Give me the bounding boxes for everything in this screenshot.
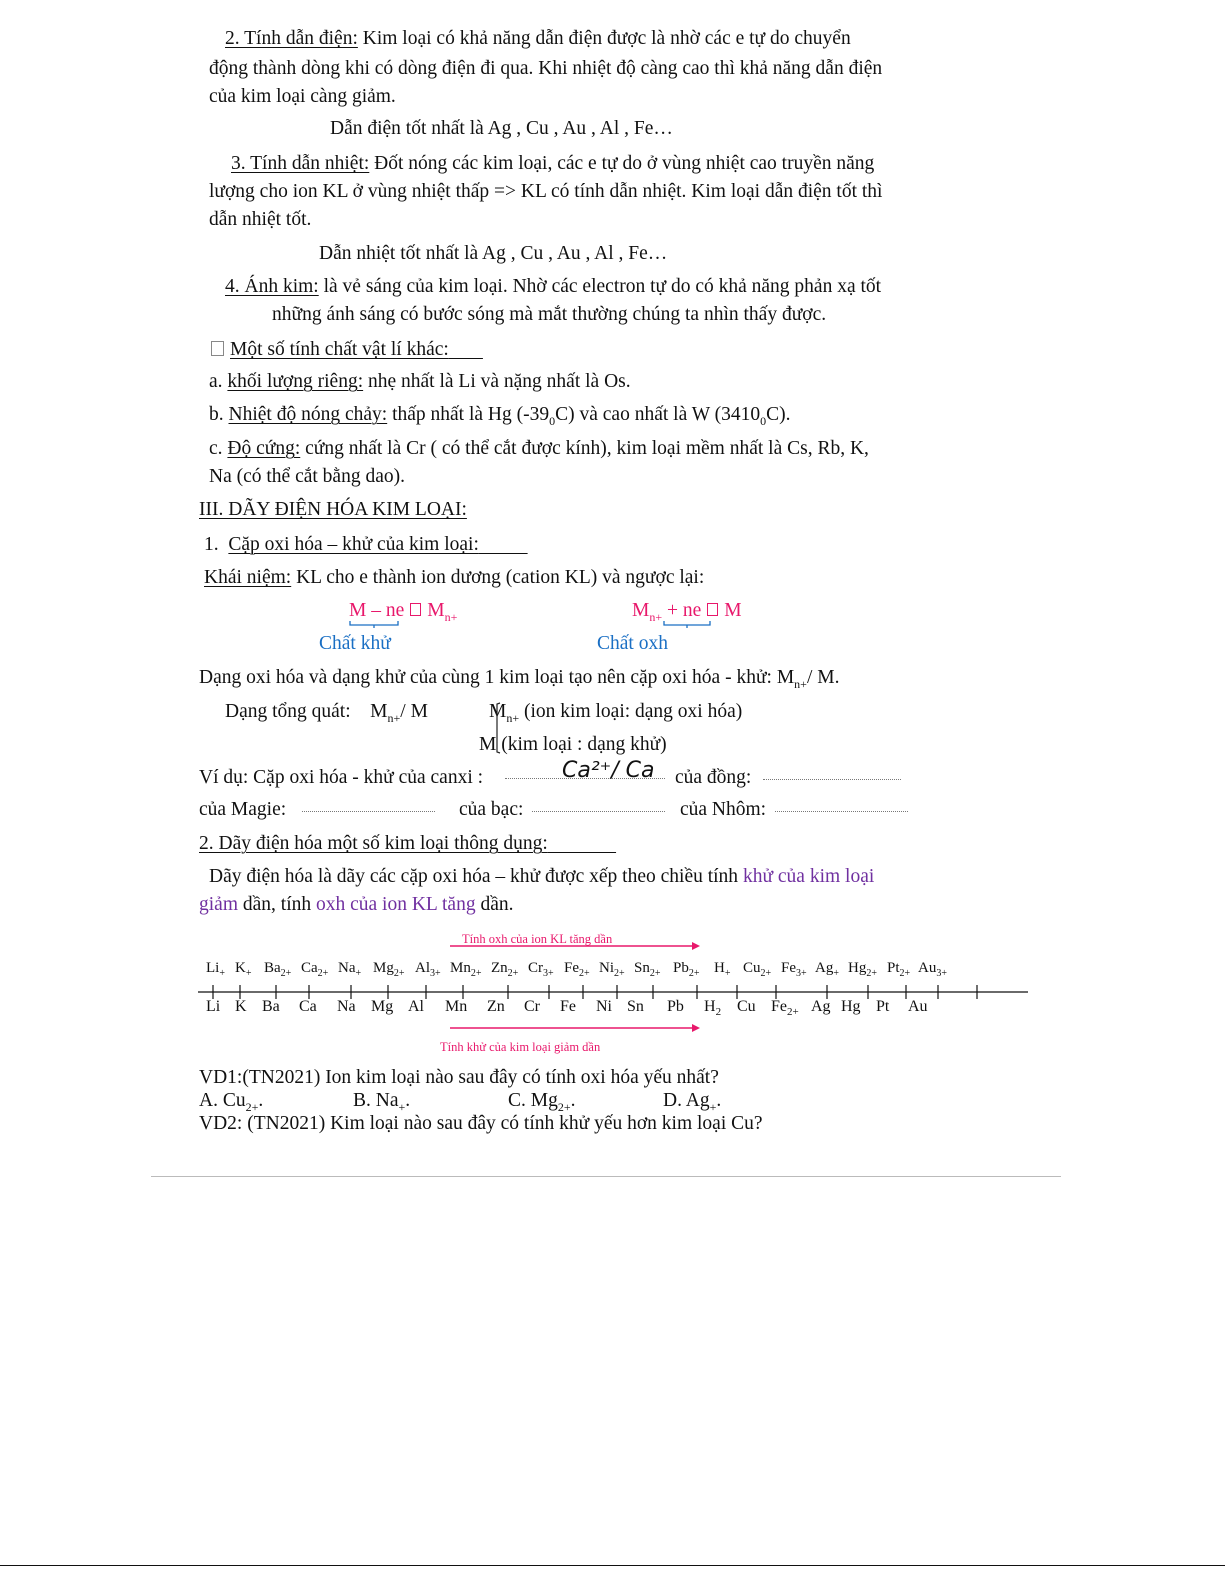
oxidation-equation: M – ne $M_{n+}$: [349, 600, 458, 624]
question-1: VD1:(TN2021) Ion kim loại nào sau đây có tính oxi hóa yếu nhất?: [199, 1067, 719, 1088]
metal-pt: Pt: [876, 998, 890, 1015]
bottom-arrow-icon: [450, 1022, 702, 1034]
metal-k: K: [235, 998, 247, 1015]
question-2: VD2: (TN2021) Kim loại nào sau đây có tính khử yếu hơn kim loại Cu?: [199, 1113, 763, 1134]
ion-pt: $Pt_{2+}$: [887, 960, 911, 979]
conductivity-paragraph-line1: 2. Tính dẫn điện: Kim loại có khả năng dẫn điện được là nhờ các e tự do chuyển: [225, 28, 851, 49]
metal-ag: Ag: [811, 998, 831, 1015]
metal-fe: Fe: [560, 998, 576, 1015]
general-form-brace: [495, 702, 503, 754]
top-arrow-icon: [450, 940, 702, 952]
ion-al: $Al_{3+}$: [415, 960, 441, 979]
metal-zn: Zn: [487, 998, 505, 1015]
series-title: 2. Dãy điện hóa một số kim loại thông dụng:: [199, 833, 548, 854]
ion-sn: $Sn_{2+}$: [634, 960, 661, 979]
redox-pair-definition: Dạng oxi hóa và dạng khử của cùng 1 kim loại tạo nên cặp oxi hóa - khử: $M_{n+}/$ M.: [199, 667, 840, 691]
thermal-paragraph-line1: 3. Tính dẫn nhiệt: Đốt nóng các kim loại, các e tự do ở vùng nhiệt cao truyền năng: [231, 153, 875, 174]
ion-au: $Au_{3+}$: [918, 960, 947, 979]
ion-li: $Li_+$: [206, 960, 225, 979]
handwritten-answer: Ca²⁺/ Ca: [562, 758, 655, 783]
metal-ca: Ca: [299, 998, 317, 1015]
conductivity-title: 2. Tính dẫn điện:: [225, 28, 358, 49]
reduction-equation: $M_{n+}$ + ne M: [632, 600, 742, 624]
magnesium-label: của Magie:: [199, 799, 287, 820]
ion-pb: $Pb_{2+}$: [673, 960, 700, 979]
metal-mg: Mg: [371, 998, 394, 1015]
redox-pair-subtitle: 1. Cặp oxi hóa – khử của kim loại:: [204, 534, 479, 555]
metal-fe: $Fe_{2+}$: [771, 998, 799, 1019]
best-thermal-conductors: Dẫn nhiệt tốt nhất là Ag , Cu , Au , Al , Fe…: [319, 243, 668, 264]
oxidized-form: $M_{n+}$ (ion kim loại: dạng oxi hóa): [489, 701, 743, 725]
ion-mg: $Mg_{2+}$: [373, 960, 405, 979]
thermal-paragraph-line2: lượng cho ion KL ở vùng nhiệt thấp => KL có tính dẫn nhiệt. Kim loại dẫn điện tốt thì: [209, 181, 883, 202]
metal-cr: Cr: [524, 998, 540, 1015]
ion-na: $Na_+$: [338, 960, 362, 979]
metal-mn: Mn: [445, 998, 468, 1015]
general-form: Dạng tổng quát: $M_{n+}/$ M: [225, 701, 428, 725]
option-b[interactable]: B. $Na_+$.: [353, 1090, 411, 1114]
example-blank-aluminum[interactable]: [775, 811, 908, 812]
section-iii-title: III. DÃY ĐIỆN HÓA KIM LOẠI:: [199, 499, 467, 520]
ion-cu: $Cu_{2+}$: [743, 960, 772, 979]
ion-ca: $Ca_{2+}$: [301, 960, 329, 979]
reduced-form: M (kim loại : dạng khử): [479, 734, 667, 755]
thermal-title: 3. Tính dẫn nhiệt:: [231, 153, 370, 174]
density-line: a. khối lượng riêng: nhẹ nhất là Li và nặng nhất là Os.: [209, 371, 631, 392]
metal-h: $H_2$: [704, 998, 722, 1019]
metal-cu: Cu: [737, 998, 756, 1015]
bottom-arrow-label: Tính khử của kim loại giảm dần: [440, 1040, 601, 1054]
concept-line: Khái niệm: KL cho e thành ion dương (cation KL) và ngược lại:: [204, 567, 705, 588]
ion-k: $K_+$: [235, 960, 252, 979]
checkbox-icon: [211, 341, 224, 356]
luster-title: 4. Ánh kim:: [225, 276, 319, 297]
arrow-box-icon: [707, 603, 718, 616]
conductivity-paragraph-line2: động thành dòng khi có dòng điện đi qua. Khi nhiệt độ càng cao thì khả năng dẫn điện: [209, 58, 883, 79]
oxidizer-bracket: [663, 619, 711, 629]
reducer-bracket: [349, 619, 399, 629]
luster-paragraph-line1: 4. Ánh kim: là vẻ sáng của kim loại. Nhờ các electron tự do có khả năng phản xạ tốt: [225, 276, 882, 297]
ion-zn: $Zn_{2+}$: [491, 960, 519, 979]
hardness-line1: c. Độ cứng: cứng nhất là Cr ( có thể cắt được kính), kim loại mềm nhất là Cs, Rb, K,: [209, 438, 869, 459]
top-arrow-label: Tính oxh của ion KL tăng dần: [462, 932, 613, 946]
series-description-line1: Dãy điện hóa là dãy các cặp oxi hóa – khử được xếp theo chiều tính khử của kim loại: [209, 866, 875, 887]
metal-hg: Hg: [841, 998, 861, 1015]
other-properties-heading: Một số tính chất vật lí khác:: [211, 338, 483, 362]
copper-label: của đồng:: [675, 767, 752, 788]
ion-fe: $Fe_{2+}$: [564, 960, 590, 979]
aluminum-label: của Nhôm:: [680, 799, 767, 820]
oxidizer-caption: Chất oxh: [597, 633, 668, 654]
best-conductors: Dẫn điện tốt nhất là Ag , Cu , Au , Al , Fe…: [330, 118, 673, 139]
arrow-box-icon: [410, 603, 421, 616]
ion-ag: $Ag_+$: [815, 960, 839, 979]
page-divider: [151, 1176, 1061, 1177]
thermal-paragraph-line3: dẫn nhiệt tốt.: [209, 209, 312, 230]
option-c[interactable]: C. $Mg_{2+}$.: [508, 1090, 576, 1114]
ion-h: $H_+$: [714, 960, 731, 979]
metal-li: Li: [206, 998, 221, 1015]
series-axis: [198, 984, 1030, 1000]
series-description-line2: giảm dần, tính oxh của ion KL tăng dần.: [199, 894, 514, 915]
ion-ni: $Ni_{2+}$: [599, 960, 625, 979]
reducer-caption: Chất khử: [319, 633, 391, 654]
metal-ba: Ba: [262, 998, 280, 1015]
ion-mn: $Mn_{2+}$: [450, 960, 482, 979]
conductivity-paragraph-line3: của kim loại càng giảm.: [209, 86, 396, 107]
ion-cr: $Cr_{3+}$: [528, 960, 554, 979]
option-a[interactable]: A. $Cu_{2+}$.: [199, 1090, 264, 1114]
metal-sn: Sn: [627, 998, 644, 1015]
hardness-line2: Na (có thể cắt bằng dao).: [209, 466, 405, 487]
metal-ni: Ni: [596, 998, 612, 1015]
option-d[interactable]: D. $Ag_+$.: [663, 1090, 722, 1114]
metal-pb: Pb: [667, 998, 684, 1015]
example-blank-copper[interactable]: [763, 779, 901, 780]
example-label: Ví dụ: Cặp oxi hóa - khử của canxi :: [199, 767, 484, 788]
luster-paragraph-line2: những ánh sáng có bước sóng mà mắt thường chúng ta nhìn thấy được.: [272, 304, 827, 325]
example-blank-magnesium[interactable]: [302, 811, 435, 812]
melting-point-line: b. Nhiệt độ nóng chảy: thấp nhất là Hg $(-39_0C)$ và cao nhất là W $(3410_0C)$.: [209, 404, 791, 428]
ion-fe: $Fe_{3+}$: [781, 960, 807, 979]
metal-na: Na: [337, 998, 356, 1015]
metal-au: Au: [908, 998, 928, 1015]
metal-al: Al: [408, 998, 424, 1015]
page-bottom-border: [0, 1565, 1225, 1566]
ion-ba: $Ba_{2+}$: [264, 960, 292, 979]
ion-hg: $Hg_{2+}$: [848, 960, 877, 979]
example-blank-silver[interactable]: [532, 811, 665, 812]
silver-label: của bạc:: [459, 799, 524, 820]
